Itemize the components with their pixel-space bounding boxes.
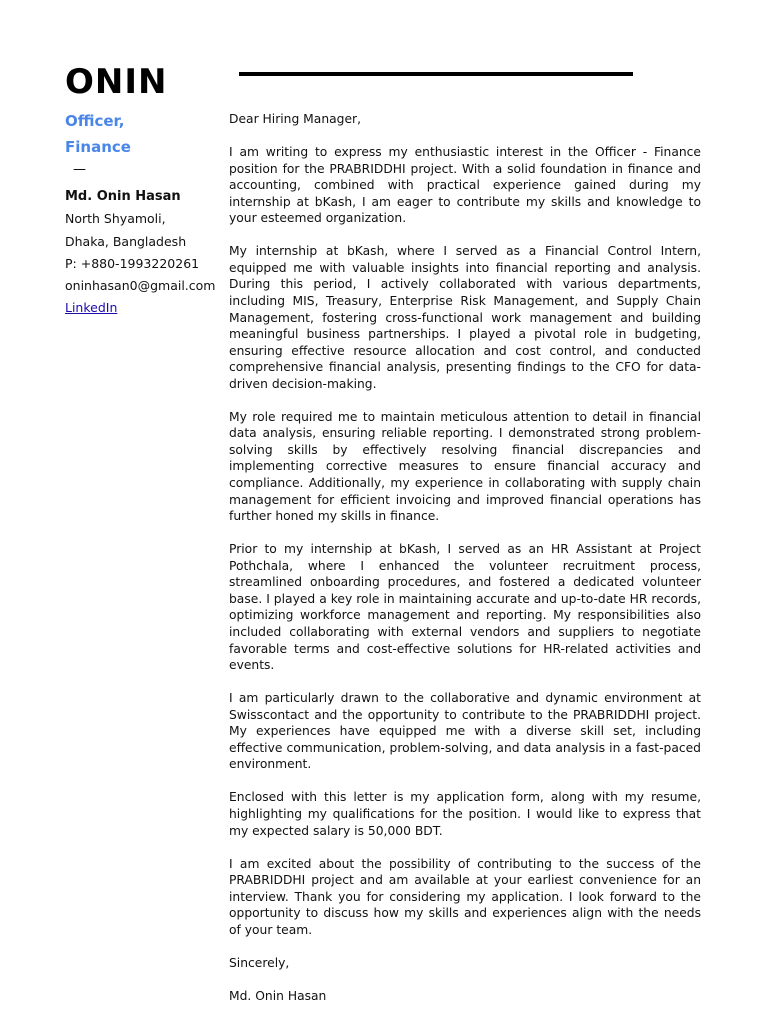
- sidebar: [65, 60, 225, 320]
- signature-name: Md. Onin Hasan: [229, 988, 327, 1003]
- applicant-name: Md. Onin Hasan: [65, 189, 181, 204]
- email-address: oninhasan0@gmail.com: [65, 278, 216, 294]
- closing: Sincerely,: [229, 955, 290, 970]
- job-title-line-1: Officer,: [65, 112, 125, 130]
- letter-paragraph-5: I am particularly drawn to the collaborative and dynamic environment at Swisscontact and the opportunity to contribute to the PRABRIDDHI project. My experiences have equipped me with a diverse skill set, including effective communication, problem-solving, and data analysis in a fast-paced environment.: [229, 691, 701, 772]
- header-rule: [239, 72, 633, 76]
- address-line-2: Dhaka, Bangladesh: [65, 233, 187, 249]
- contact-block: [65, 186, 225, 320]
- salutation: Dear Hiring Manager,: [229, 112, 361, 126]
- letter-paragraph-6: Enclosed with this letter is my application form, along with my resume, highlighting my qualifications for the position. I would like to express that my expected salary is 50,000 BDT.: [229, 790, 701, 838]
- letter-paragraph-7: I am excited about the possibility of contributing to the success of the PRABRIDDHI project and am available at your earliest convenience for an interview. Thank you for considering my application. I look forward to the opportunity to discuss how my skills and experiences align with the needs of your team.: [229, 856, 701, 937]
- divider-dash: —: [73, 162, 86, 177]
- letter-paragraph-4: Prior to my internship at bKash, I served as an HR Assistant at Project Pothchala, where I enhanced the volunteer recruitment process, streamlined onboarding procedures, and fostered a dedicated volunteer base. I played a key role in maintaining accurate and up-to-date HR records, optimizing workforce management and reporting. My responsibilities also included collaborating with external vendors and suppliers to negotiate favorable terms and cost-effective solutions for HR-related activities and events.: [229, 542, 701, 673]
- job-title: [65, 108, 225, 160]
- letter-paragraph-1: I am writing to express my enthusiastic interest in the Officer - Finance position for the PRABRIDDHI project. With a solid foundation in finance and accounting, combined with practical experience gained during my internship at bKash, I am eager to contribute my skills and knowledge to your esteemed organization.: [229, 145, 701, 226]
- brand-name: ONIN: [65, 62, 168, 102]
- letter-body: [229, 111, 701, 1021]
- letter-paragraph-2: My internship at bKash, where I served as a Financial Control Intern, equipped me with valuable insights into financial reporting and analysis. During this period, I actively collaborated with various departments, including MIS, Treasury, Enterprise Risk Management, and Supply Chain Management, fostering cross-functional work management and building meaningful business partnerships. I played a pivotal role in budgeting, ensuring effective resource allocation and cost control, and conducted comprehensive financial analysis, presenting findings to the CFO for data-driven decision-making.: [229, 244, 701, 391]
- letter-paragraph-3: My role required me to maintain meticulous attention to detail in financial data analysis, ensuring reliable reporting. I demonstrated strong problem-solving skills by effectively resolving financial discrepancies and implementing corrective measures to ensure financial accuracy and compliance. Additionally, my experience in collaborating with supply chain management for efficient invoicing and improved financial operations has further honed my skills in finance.: [229, 409, 701, 524]
- phone-number: P: +880-1993220261: [65, 255, 200, 271]
- job-title-line-2: Finance: [65, 138, 131, 156]
- address-line-1: North Shyamoli,: [65, 211, 166, 227]
- linkedin-link[interactable]: LinkedIn: [65, 300, 118, 316]
